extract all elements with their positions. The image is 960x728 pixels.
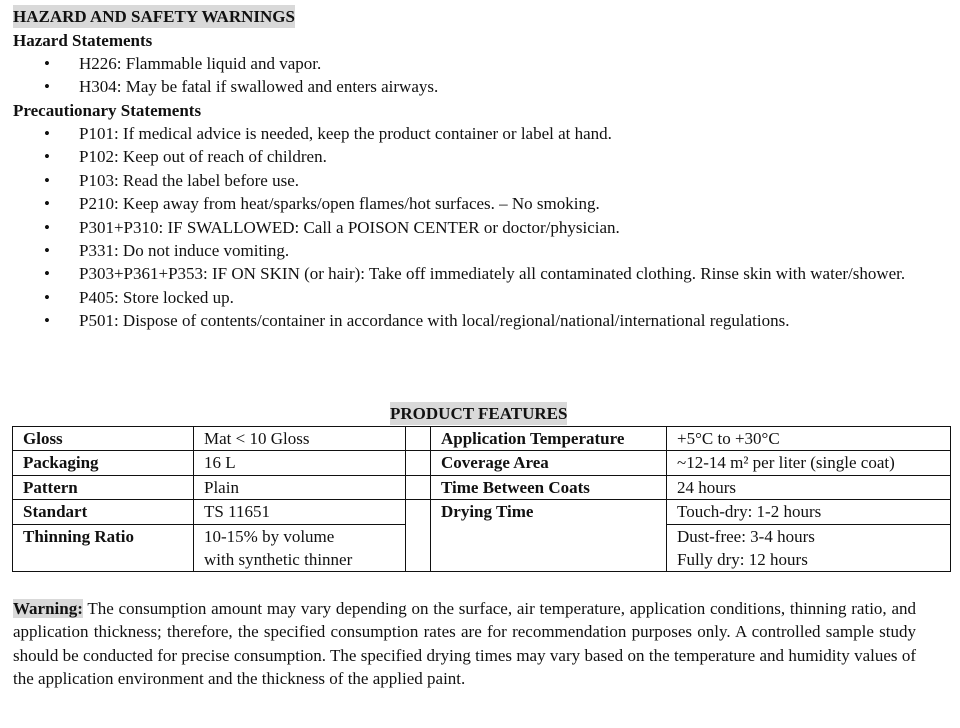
drying-time-dust-free: Dust-free: 3-4 hours: [677, 526, 815, 546]
drying-time-touch-dry: Touch-dry: 1-2 hours: [667, 500, 951, 524]
list-item: • P210: Keep away from heat/sparks/open flames/hot surfaces. – No smoking.: [0, 192, 916, 215]
list-item: • P501: Dispose of contents/container in accordance with local/regional/national/international regulations.: [0, 309, 916, 332]
thinning-ratio-line-1: 10-15% by volume: [204, 526, 335, 546]
list-item: • P103: Read the label before use.: [0, 169, 916, 192]
time-between-coats-label: Time Between Coats: [431, 475, 667, 499]
warning-label: Warning:: [13, 599, 83, 618]
thinning-ratio-line-2: with synthetic thinner: [204, 550, 353, 570]
warning-paragraph: [13, 597, 916, 691]
table-row: [13, 427, 951, 451]
table-row: [13, 451, 951, 475]
table-spacer: [406, 451, 431, 475]
packaging-value: 16 L: [194, 451, 406, 475]
list-item: • P405: Store locked up.: [0, 286, 916, 309]
precautionary-statements-title: Precautionary Statements: [13, 101, 202, 120]
coverage-area-label: Coverage Area: [431, 451, 667, 475]
list-item: • H226: Flammable liquid and vapor.: [0, 52, 916, 75]
table-spacer: [406, 475, 431, 499]
standart-label: Standart: [13, 500, 194, 524]
table-spacer: [406, 427, 431, 451]
standart-value: TS 11651: [194, 500, 406, 524]
pattern-value: Plain: [194, 475, 406, 499]
thinning-ratio-value: [194, 524, 406, 572]
list-item: • P303+P361+P353: IF ON SKIN (or hair): Take off immediately all contaminated clothing. Rinse skin with water/shower.: [0, 262, 916, 285]
product-features-title: PRODUCT FEATURES: [390, 402, 567, 425]
hazard-statements-list: [0, 52, 916, 99]
gloss-value: Mat < 10 Gloss: [194, 427, 406, 451]
packaging-label: Packaging: [13, 451, 194, 475]
hazard-section-title: HAZARD AND SAFETY WARNINGS: [13, 5, 295, 28]
drying-time-fully-dry: Fully dry: 12 hours: [677, 550, 808, 570]
list-item: • P101: If medical advice is needed, keep the product container or label at hand.: [0, 122, 916, 145]
coverage-area-value: ~12-14 m² per liter (single coat): [667, 451, 951, 475]
list-item: • P301+P310: IF SWALLOWED: Call a POISON CENTER or doctor/physician.: [0, 216, 916, 239]
list-item: • P102: Keep out of reach of children.: [0, 145, 916, 168]
time-between-coats-value: 24 hours: [667, 475, 951, 499]
gloss-label: Gloss: [13, 427, 194, 451]
drying-time-label: Drying Time: [431, 500, 667, 572]
pattern-label: Pattern: [13, 475, 194, 499]
application-temperature-value: +5°C to +30°C: [667, 427, 951, 451]
precautionary-statements-list: [0, 122, 916, 333]
application-temperature-label: Application Temperature: [431, 427, 667, 451]
warning-text: The consumption amount may vary depending on the surface, air temperature, application conditions, thinning ratio, and application thickness; therefore, the specified consumption rates are for recommendation purposes only. A controlled sample study should be conducted for precise consumption. The specified drying times may vary based on the temperature and humidity values of the application environment and the thickness of the applied paint.: [13, 599, 916, 689]
list-item: • P331: Do not induce vomiting.: [0, 239, 916, 262]
product-features-table: [12, 426, 951, 572]
table-spacer: [406, 500, 431, 572]
table-row: [13, 500, 951, 524]
list-item: • H304: May be fatal if swallowed and enters airways.: [0, 75, 916, 98]
drying-time-more: [667, 524, 951, 572]
table-row: [13, 475, 951, 499]
thinning-ratio-label: Thinning Ratio: [13, 524, 194, 572]
hazard-statements-title: Hazard Statements: [13, 31, 153, 50]
